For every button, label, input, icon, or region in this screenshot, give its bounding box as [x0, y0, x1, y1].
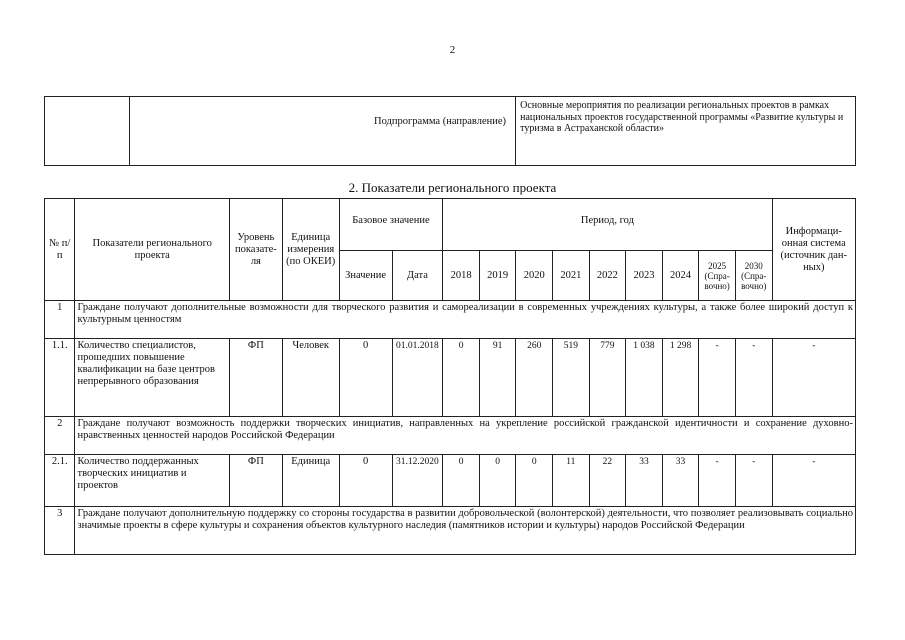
- row-date: 01.01.2018: [392, 339, 443, 417]
- header-value: Значение: [339, 251, 392, 301]
- header-row-1: [45, 199, 856, 251]
- header-y2019: 2019: [479, 251, 516, 301]
- section-title: 2. Показатели регионального проекта: [348, 180, 557, 195]
- row-y2020: 0: [516, 455, 553, 507]
- row-text: Граждане получают дополнительную поддержку со стороны государства в развитии добровольческой (волонтерской) деятельности, что позволяет реализовывать социально значимые проекты в сфере культуры и сохранения объектов культурного наследия (памятников истории и культуры) народов Российской Федерации: [75, 507, 856, 555]
- row-info: -: [772, 339, 855, 417]
- header-y2018: 2018: [443, 251, 480, 301]
- row-date: 31.12.2020: [392, 455, 443, 507]
- header-info: Информаци-онная система (источник дан-ных): [772, 199, 855, 301]
- row-num: 1: [45, 301, 75, 339]
- header-num: № п/п: [45, 199, 75, 301]
- subprogram-table: [44, 96, 856, 166]
- row-y2025: -: [699, 339, 736, 417]
- row-text: Граждане получают возможность поддержки творческих инициатив, направленных на укрепление российской гражданской идентичности и сохранение духовно-нравственных ценностей народов Российской Федерации: [75, 417, 856, 455]
- row-num: 2.1.: [45, 455, 75, 507]
- header-indicator: Показатели регионального проекта: [75, 199, 229, 301]
- row-y2023: 1 038: [626, 339, 663, 417]
- table-row: [45, 417, 856, 455]
- subprogram-row: [45, 97, 856, 166]
- header-level: Уровень показате-ля: [229, 199, 282, 301]
- spacer-cell: [130, 97, 516, 166]
- row-y2024: 1 298: [662, 339, 699, 417]
- header-y2022: 2022: [589, 251, 626, 301]
- description-cell: Основные мероприятия по реализации региональных проектов в рамках национальных проектов государственной программы «Развитие культуры и туризма в Астраханской области»: [516, 97, 856, 166]
- indicators-table: [44, 198, 856, 555]
- row-y2030: -: [735, 455, 772, 507]
- row-unit: Единица: [282, 455, 339, 507]
- row-unit: Человек: [282, 339, 339, 417]
- subprogram-label: Подпрограмма (направление): [374, 116, 506, 127]
- row-y2022: 779: [589, 339, 626, 417]
- row-y2022: 22: [589, 455, 626, 507]
- table-row: [45, 507, 856, 555]
- row-y2019: 0: [479, 455, 516, 507]
- page-number: 2: [449, 44, 456, 56]
- header-y2025: 2025 (Спра-вочно): [699, 251, 736, 301]
- empty-cell: [45, 97, 130, 166]
- row-y2018: 0: [443, 339, 480, 417]
- row-value: 0: [339, 339, 392, 417]
- header-y2030: 2030 (Спра-вочно): [735, 251, 772, 301]
- row-y2025: -: [699, 455, 736, 507]
- row-value: 0: [339, 455, 392, 507]
- header-base: Базовое значение: [339, 199, 443, 251]
- row-indicator: Количество специалистов, прошедших повышение квалификации на базе центров непрерывного образования: [75, 339, 229, 417]
- header-y2020: 2020: [516, 251, 553, 301]
- row-y2021: 11: [553, 455, 590, 507]
- row-num: 1.1.: [45, 339, 75, 417]
- header-period: Период, год: [443, 199, 772, 251]
- row-y2018: 0: [443, 455, 480, 507]
- row-num: 3: [45, 507, 75, 555]
- row-info: -: [772, 455, 855, 507]
- row-y2023: 33: [626, 455, 663, 507]
- row-y2020: 260: [516, 339, 553, 417]
- header-date: Дата: [392, 251, 443, 301]
- row-y2019: 91: [479, 339, 516, 417]
- table-row: [45, 455, 856, 507]
- row-y2024: 33: [662, 455, 699, 507]
- row-level: ФП: [229, 455, 282, 507]
- header-y2024: 2024: [662, 251, 699, 301]
- row-y2030: -: [735, 339, 772, 417]
- header-unit: Единица измерения (по ОКЕИ): [282, 199, 339, 301]
- header-y2023: 2023: [626, 251, 663, 301]
- row-text: Граждане получают дополнительные возможности для творческого развития и самореализации в современных учреждениях культуры, а также более широкий доступ к культурным ценностям: [75, 301, 856, 339]
- row-y2021: 519: [553, 339, 590, 417]
- row-level: ФП: [229, 339, 282, 417]
- row-num: 2: [45, 417, 75, 455]
- header-y2021: 2021: [553, 251, 590, 301]
- table-row: [45, 339, 856, 417]
- row-indicator: Количество поддержанных творческих инициатив и проектов: [75, 455, 229, 507]
- table-row: [45, 301, 856, 339]
